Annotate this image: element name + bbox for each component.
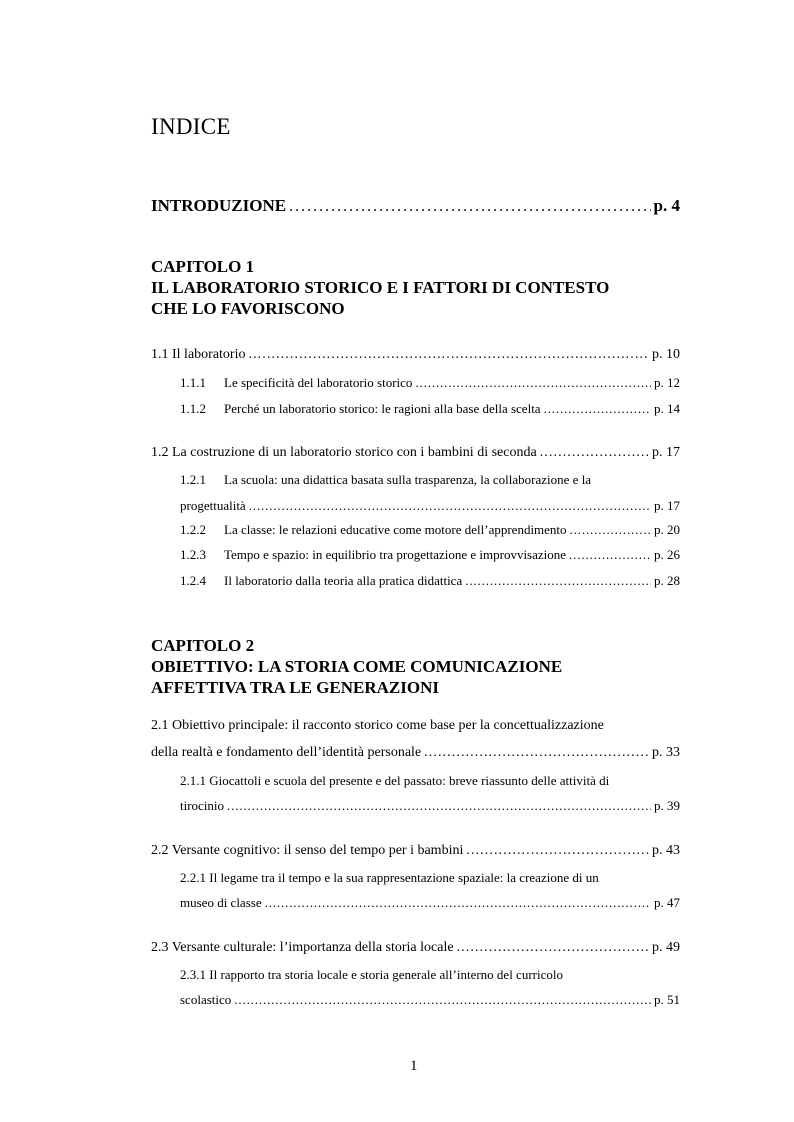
toc-entry-label: della realtà e fondamento dell’identità personale — [151, 745, 422, 760]
chapter-title-line: CHE LO FAVORISCONO — [151, 299, 345, 318]
toc-entry-number: 1.2.1 — [180, 472, 206, 487]
dot-leader — [227, 797, 651, 815]
toc-entry-label: La classe: le relazioni educative come motore dell’apprendimento — [224, 522, 567, 537]
dot-leader — [544, 400, 651, 418]
toc-entry-label: Le specificità del laboratorio storico — [224, 375, 413, 390]
dot-leader — [289, 196, 650, 216]
toc-entry-number: 1.2.3 — [180, 547, 206, 562]
toc-entry-page: p. 49 — [652, 940, 680, 955]
toc-entry-label: 1.1 Il laboratorio — [151, 347, 246, 362]
page-title: INDICE — [151, 114, 231, 139]
dot-leader — [465, 572, 651, 590]
dot-leader — [424, 744, 649, 762]
toc-entry-number: 1.2.4 — [180, 573, 206, 588]
dot-leader — [570, 521, 651, 539]
toc-entry-label: INTRODUZIONE — [151, 196, 287, 215]
toc-entry-label: Il laboratorio dalla teoria alla pratica didattica — [224, 573, 463, 588]
toc-entry-1-1 — [151, 346, 680, 364]
toc-entry-number: 1.2.2 — [180, 522, 206, 537]
chapter-title-line: OBIETTIVO: LA STORIA COME COMUNICAZIONE — [151, 657, 563, 676]
dot-leader — [234, 991, 651, 1009]
toc-entry-2-2-1-line1: 2.2.1 Il legame tra il tempo e la sua rappresentazione spaziale: la creazione di un — [180, 870, 599, 885]
toc-entry-page: p. 33 — [652, 745, 680, 760]
toc-entry-1-2 — [151, 444, 680, 462]
toc-entry-2-3-1 — [180, 991, 680, 1009]
toc-entry-page: p. 12 — [654, 375, 680, 390]
toc-entry-page: p. 14 — [654, 401, 680, 416]
toc-entry-label: museo di classe — [180, 895, 262, 910]
chapter-number: CAPITOLO 2 — [151, 636, 255, 655]
toc-entry-2-1-line1: 2.1 Obiettivo principale: il racconto storico come base per la concettualizzazione — [151, 718, 604, 733]
chapter-title-line: IL LABORATORIO STORICO E I FATTORI DI CONTESTO — [151, 278, 610, 297]
toc-entry-page: p. 51 — [654, 992, 680, 1007]
toc-entry-page: p. 28 — [654, 573, 680, 588]
toc-entry-label: Tempo e spazio: in equilibrio tra progettazione e improvvisazione — [224, 547, 567, 562]
toc-entry-label: Perché un laboratorio storico: le ragioni alla base della scelta — [224, 401, 541, 416]
dot-leader — [265, 894, 651, 912]
toc-entry-page: p. 4 — [653, 196, 680, 215]
toc-entry-number: 1.1.1 — [180, 375, 206, 390]
chapter-2-heading — [151, 635, 562, 698]
toc-entry-2-1 — [151, 744, 680, 762]
chapter-number: CAPITOLO 1 — [151, 257, 255, 276]
toc-entry-page: p. 20 — [654, 522, 680, 537]
toc-entry-label: 2.3 Versante culturale: l’importanza della storia locale — [151, 940, 454, 955]
toc-entry-2-3 — [151, 939, 680, 957]
toc-entry-number: 1.1.2 — [180, 401, 206, 416]
toc-entry-label: progettualità — [180, 498, 246, 513]
toc-entry-2-3-1-line1: 2.3.1 Il rapporto tra storia locale e storia generale all’interno del curricolo — [180, 967, 563, 982]
toc-entry-page: p. 17 — [652, 445, 680, 460]
toc-entry-label: tirocinio — [180, 798, 225, 813]
toc-entry-label: 2.2 Versante cognitivo: il senso del tempo per i bambini — [151, 843, 464, 858]
dot-leader — [249, 497, 651, 515]
toc-entry-2-1-1-line1: 2.1.1 Giocattoli e scuola del presente e del passato: breve riassunto delle attività di — [180, 773, 610, 788]
toc-entry-page: p. 39 — [654, 798, 680, 813]
toc-entry-1-1-1 — [180, 374, 680, 392]
dot-leader — [569, 546, 651, 564]
toc-entry-1-2-1 — [180, 497, 680, 515]
dot-leader — [466, 842, 649, 860]
toc-entry-label: scolastico — [180, 992, 232, 1007]
toc-entry-2-2-1 — [180, 894, 680, 912]
toc-entry-label: 1.2 La costruzione di un laboratorio storico con i bambini di seconda — [151, 445, 537, 460]
toc-entry-page: p. 47 — [654, 895, 680, 910]
toc-entry-2-2 — [151, 842, 680, 860]
dot-leader — [415, 374, 651, 392]
dot-leader — [248, 346, 649, 364]
toc-entry-1-1-2 — [180, 400, 680, 418]
toc-entry-1-2-1-line1 — [180, 471, 591, 489]
chapter-1-heading — [151, 256, 609, 319]
toc-entry-introduzione — [151, 196, 680, 216]
toc-entry-2-1-1 — [180, 797, 680, 815]
page-number: 1 — [410, 1058, 418, 1074]
toc-entry-page: p. 43 — [652, 843, 680, 858]
toc-entry-page: p. 10 — [652, 347, 680, 362]
toc-entry-1-2-4 — [180, 572, 680, 590]
toc-entry-label: La scuola: una didattica basata sulla trasparenza, la collaborazione e la — [224, 472, 592, 487]
chapter-title-line: AFFETTIVA TRA LE GENERAZIONI — [151, 678, 439, 697]
toc-entry-page: p. 26 — [654, 547, 680, 562]
toc-entry-1-2-3 — [180, 546, 680, 564]
dot-leader — [457, 939, 649, 957]
dot-leader — [540, 444, 649, 462]
toc-entry-page: p. 17 — [654, 498, 680, 513]
toc-entry-1-2-2 — [180, 521, 680, 539]
